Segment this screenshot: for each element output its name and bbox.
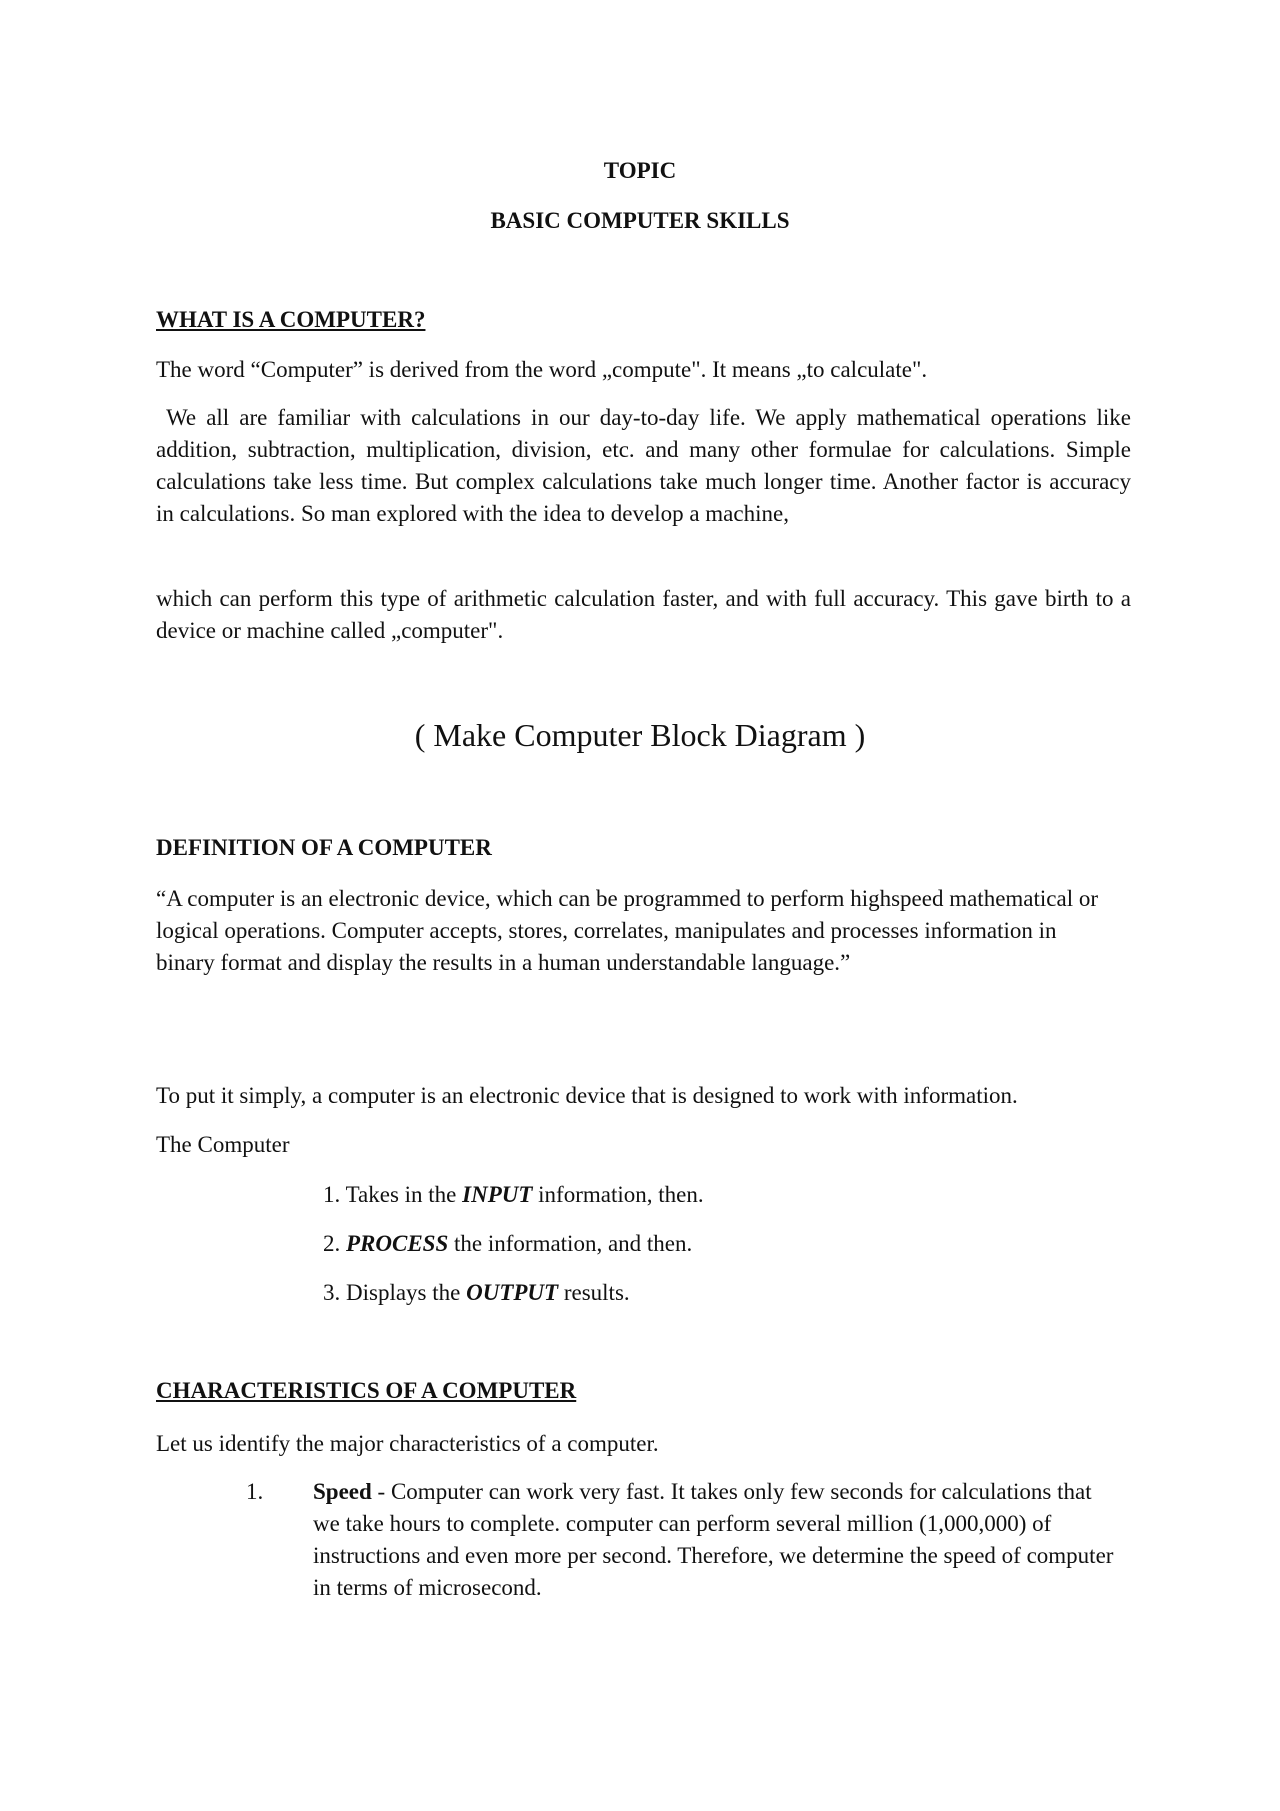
step-process — [323, 1229, 692, 1259]
word-origin-line: The word “Computer” is derived from the word „compute". It means „to calculate". — [156, 357, 928, 382]
step-output-keyword: OUTPUT — [466, 1280, 559, 1305]
definition-quote: “A computer is an electronic device, which can be programmed to perform highspeed mathematical or logical operations. Computer accepts, stores, correlates, manipulates and processes information in binary format and display the results in a human understandable language.” — [156, 886, 1099, 975]
characteristic-term: Speed — [313, 1479, 372, 1504]
characteristic-separator: - — [371, 1479, 391, 1504]
computer-birth-paragraph: which can perform this type of arithmetic calculation faster, and with full accuracy. This gave birth to a device or machine called „computer". — [156, 586, 1131, 643]
the-computer-intro: The Computer — [156, 1132, 290, 1157]
step-input — [323, 1180, 704, 1210]
step-input-keyword: INPUT — [462, 1182, 533, 1207]
document-title: BASIC COMPUTER SKILLS — [490, 208, 790, 233]
step-process-keyword: PROCESS — [346, 1231, 449, 1256]
step-input-pre: 1. Takes in the — [323, 1182, 463, 1207]
calculations-paragraph: We all are familiar with calculations in our day-to-day life. We apply mathematical operations like addition, subtraction, multiplication, division, etc. and many other formulae for calculations. Simple calculations take less time. But complex calculations take much longer time. Another factor is accuracy in calculations. So man explored with the idea to develop a machine, — [156, 405, 1137, 526]
step-output — [323, 1278, 630, 1308]
heading-definition: DEFINITION OF A COMPUTER — [156, 835, 492, 860]
step-process-pre: 2. — [323, 1231, 346, 1256]
characteristics-intro: Let us identify the major characteristics of a computer. — [156, 1431, 659, 1456]
simple-definition: To put it simply, a computer is an electronic device that is designed to work with information. — [156, 1083, 1018, 1108]
heading-what-is-a-computer: WHAT IS A COMPUTER? — [156, 307, 426, 332]
block-diagram-note: ( Make Computer Block Diagram ) — [414, 717, 866, 753]
topic-label: TOPIC — [603, 158, 677, 183]
characteristic-speed — [313, 1476, 1123, 1604]
characteristic-description: Computer can work very fast. It takes only few seconds for calculations that we take hours to complete. computer can perform several million (1,000,000) of instructions and even more per second. Therefore, we determine the speed of computer in terms of microsecond. — [313, 1479, 1114, 1600]
step-output-post: results. — [558, 1280, 630, 1305]
step-output-pre: 3. Displays the — [323, 1280, 467, 1305]
heading-characteristics: CHARACTERISTICS OF A COMPUTER — [156, 1378, 577, 1403]
characteristic-number: 1. — [246, 1479, 264, 1504]
step-input-post: information, then. — [532, 1182, 704, 1207]
step-process-post: the information, and then. — [448, 1231, 693, 1256]
